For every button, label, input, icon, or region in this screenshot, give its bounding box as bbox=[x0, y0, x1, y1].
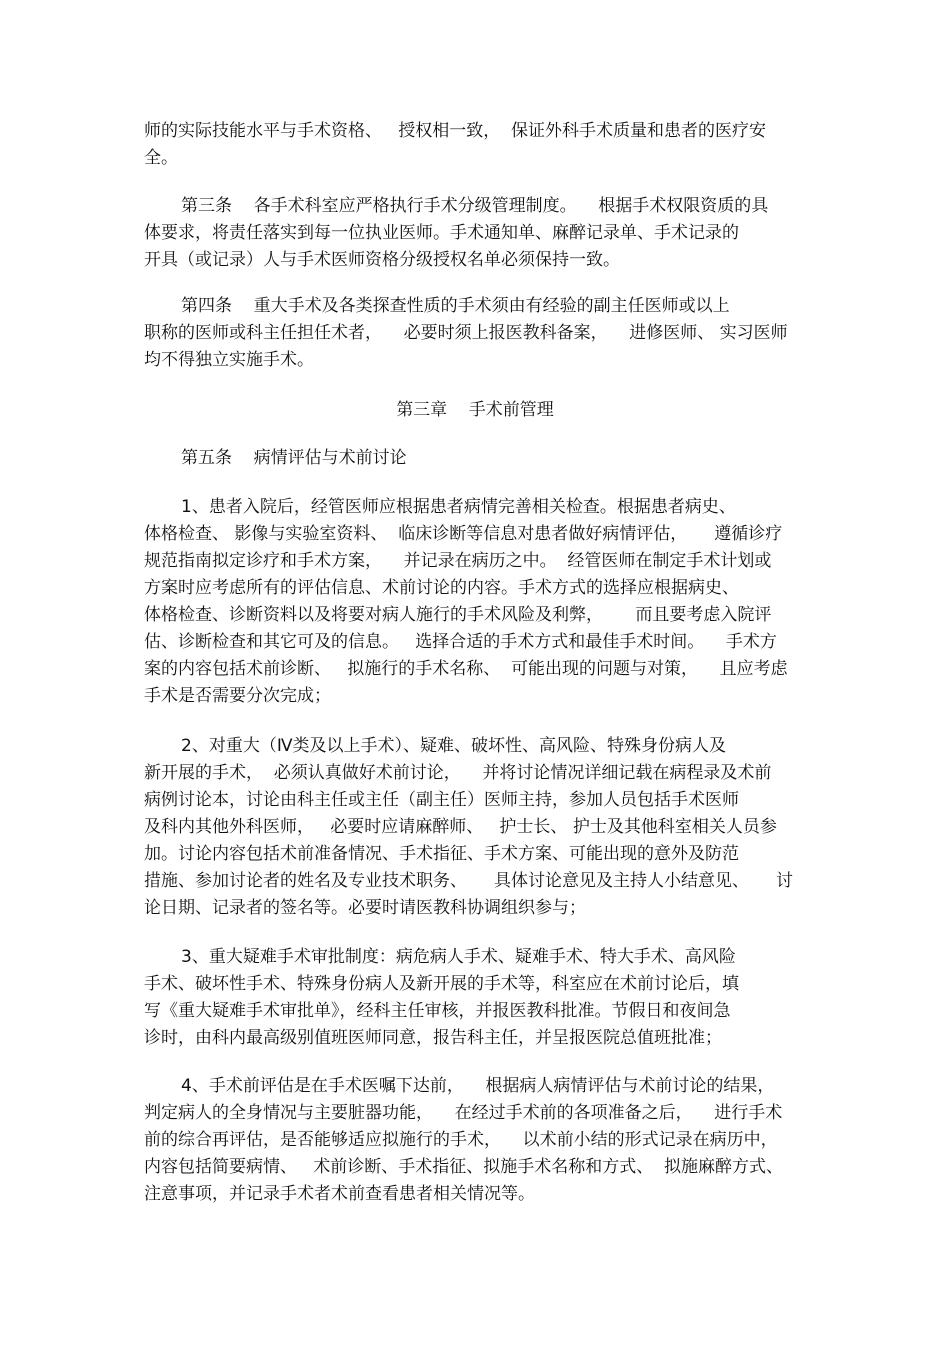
item-2-line: 及科内其他外科医师， 必要时应请麻醉师、 护士长、 护士及其他科室相关人员参 bbox=[144, 817, 777, 837]
item-4-line: 内容包括简要病情、 术前诊断、手术指征、拟施手术名称和方式、 拟施麻醉方式、 bbox=[144, 1157, 784, 1177]
item-4-line: 注意事项，并记录手术者术前查看患者相关情况等。 bbox=[144, 1184, 535, 1204]
article-5-title: 第五条 病情评估与术前讨论 bbox=[181, 448, 407, 468]
item-2-line: 2、对重大（Ⅳ类及以上手术）、疑难、破坏性、高风险、特殊身份病人及 bbox=[181, 736, 727, 756]
item-1-line: 估、诊断检查和其它可及的信息。 选择合适的手术方式和最佳手术时间。 手术方 bbox=[144, 632, 777, 652]
item-1-line: 案的内容包括术前诊断、 拟施行的手术名称、 可能出现的问题与对策， 且应考虑 bbox=[144, 659, 788, 679]
item-1-line: 体格检查、 影像与实验室资料、 临床诊断等信息对患者做好病情评估， 遵循诊疗 bbox=[144, 524, 783, 544]
item-3-line: 写《重大疑难手术审批单》，经科主任审核，并报医教科批准。节假日和夜间急 bbox=[144, 1001, 731, 1021]
item-2-line: 病例讨论本，讨论由科主任或主任（副主任）医师主持，参加人员包括手术医师 bbox=[144, 790, 739, 810]
item-3-line: 3、重大疑难手术审批制度：病危病人手术、疑难手术、特大手术、高风险 bbox=[181, 947, 736, 967]
article-3-line: 开具（或记录）人与手术医师资格分级授权名单必须保持一致。 bbox=[144, 250, 620, 270]
chapter-title: 第三章 手术前管理 bbox=[396, 400, 554, 420]
item-2-line: 论日期、记录者的签名等。必要时请医教科协调组织参与； bbox=[144, 898, 586, 918]
item-4-line: 4、手术前评估是在手术医嘱下达前， 根据病人病情评估与术前讨论的结果， bbox=[181, 1076, 775, 1096]
item-1-line: 1、患者入院后，经管医师应根据患者病情完善相关检查。根据患者病史、 bbox=[181, 497, 736, 517]
paragraph-line: 全。 bbox=[144, 148, 178, 168]
item-2-line: 新开展的手术， 必须认真做好术前讨论， 并将讨论情况详细记载在病程录及术前 bbox=[144, 763, 772, 783]
article-3-line: 第三条 各手术科室应严格执行手术分级管理制度。 根据手术权限资质的具 bbox=[181, 196, 769, 216]
item-2-line: 措施、参加讨论者的姓名及专业技术职务、 具体讨论意见及主持人小结意见、 讨 bbox=[144, 871, 794, 891]
paragraph-line: 师的实际技能水平与手术资格、 授权相一致， 保证外科手术质量和患者的医疗安 bbox=[144, 121, 767, 141]
item-3-line: 诊时，由科内最高级别值班医师同意，报告科主任，并呈报医院总值班批准； bbox=[144, 1028, 722, 1048]
article-4-line: 均不得独立实施手术。 bbox=[144, 350, 314, 370]
article-4-line: 第四条 重大手术及各类探查性质的手术须由有经验的副主任医师或以上 bbox=[181, 296, 730, 316]
item-4-line: 判定病人的全身情况与主要脏器功能， 在经过手术前的各项准备之后， 进行手术 bbox=[144, 1103, 783, 1123]
item-2-line: 加。讨论内容包括术前准备情况、手术指征、手术方案、可能出现的意外及防范 bbox=[144, 844, 739, 864]
item-1-line: 规范指南拟定诊疗和手术方案， 并记录在病历之中。 经管医师在制定手术计划或 bbox=[144, 551, 772, 571]
item-3-line: 手术、破坏性手术、特殊身份病人及新开展的手术等，科室应在术前讨论后，填 bbox=[144, 974, 739, 994]
item-1-line: 方案时应考虑所有的评估信息、术前讨论的内容。手术方式的选择应根据病史、 bbox=[144, 578, 739, 598]
item-1-line: 体格检查、诊断资料以及将要对病人施行的手术风险及利弊， 而且要考虑入院评 bbox=[144, 605, 772, 625]
item-1-line: 手术是否需要分次完成； bbox=[144, 686, 331, 706]
article-4-line: 职称的医师或科主任担任术者， 必要时须上报医教科备案， 进修医师、 实习医师 bbox=[144, 323, 788, 343]
article-3-line: 体要求，将责任落实到每一位执业医师。手术通知单、麻醉记录单、手术记录的 bbox=[144, 223, 739, 243]
item-4-line: 前的综合再评估，是否能够适应拟施行的手术， 以术前小结的形式记录在病历中， bbox=[144, 1130, 778, 1150]
